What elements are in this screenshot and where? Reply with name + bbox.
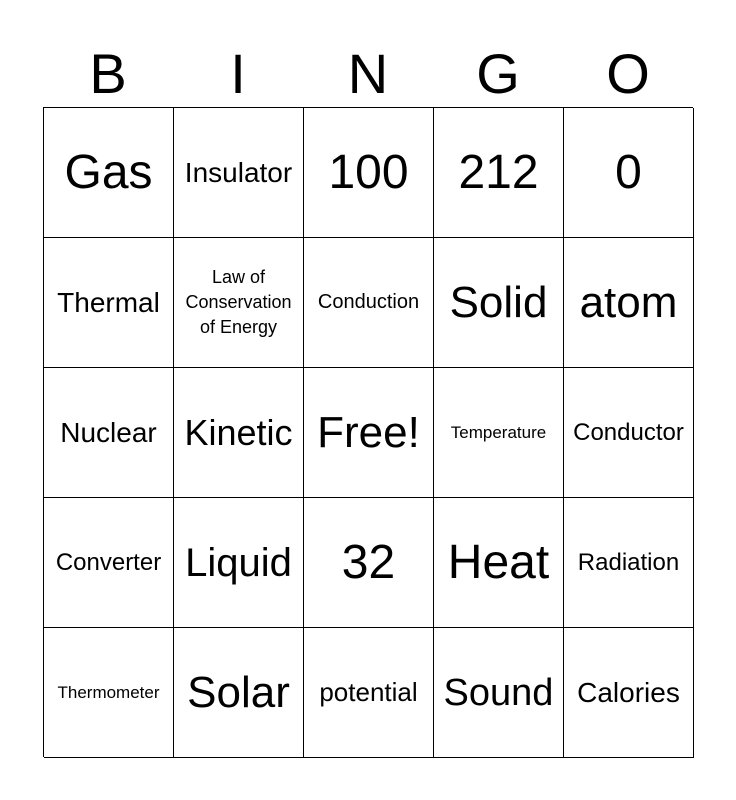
bingo-cell-r3-c2[interactable]: Kinetic xyxy=(174,368,304,498)
bingo-cell-r3-c1[interactable]: Nuclear xyxy=(44,368,174,498)
bingo-cell-r4-c3[interactable]: 32 xyxy=(304,498,434,628)
bingo-cell-r1-c4[interactable]: 212 xyxy=(434,108,564,238)
bingo-cell-r5-c1[interactable]: Thermometer xyxy=(44,628,174,758)
bingo-cell-free-space[interactable]: Free! xyxy=(304,368,434,498)
bingo-cell-r2-c4[interactable]: Solid xyxy=(434,238,564,368)
bingo-cell-r4-c1[interactable]: Converter xyxy=(44,498,174,628)
bingo-cell-r1-c5[interactable]: 0 xyxy=(564,108,694,238)
bingo-cell-r5-c2[interactable]: Solar xyxy=(174,628,304,758)
bingo-cell-r2-c1[interactable]: Thermal xyxy=(44,238,174,368)
bingo-cell-r4-c4[interactable]: Heat xyxy=(434,498,564,628)
header-letter-b: B xyxy=(89,42,127,105)
header-letter-n: N xyxy=(347,42,389,105)
header-letter-o: O xyxy=(606,42,650,105)
bingo-cell-r1-c3[interactable]: 100 xyxy=(304,108,434,238)
bingo-cell-r4-c2[interactable]: Liquid xyxy=(174,498,304,628)
bingo-cell-r3-c4[interactable]: Temperature xyxy=(434,368,564,498)
bingo-cell-r1-c2[interactable]: Insulator xyxy=(174,108,304,238)
bingo-cell-r5-c5[interactable]: Calories xyxy=(564,628,694,758)
bingo-cell-r2-c2[interactable]: Law of Conservation of Energy xyxy=(174,238,304,368)
bingo-cell-r4-c5[interactable]: Radiation xyxy=(564,498,694,628)
bingo-cell-r2-c5[interactable]: atom xyxy=(564,238,694,368)
bingo-cell-r5-c4[interactable]: Sound xyxy=(434,628,564,758)
bingo-cell-r2-c3[interactable]: Conduction xyxy=(304,238,434,368)
header-letter-g: G xyxy=(476,42,520,105)
bingo-cell-r5-c3[interactable]: potential xyxy=(304,628,434,758)
bingo-header xyxy=(43,40,693,108)
header-letter-i: I xyxy=(230,42,246,105)
bingo-cell-r3-c5[interactable]: Conductor xyxy=(564,368,694,498)
bingo-cell-r1-c1[interactable]: Gas xyxy=(44,108,174,238)
bingo-board xyxy=(43,107,693,757)
